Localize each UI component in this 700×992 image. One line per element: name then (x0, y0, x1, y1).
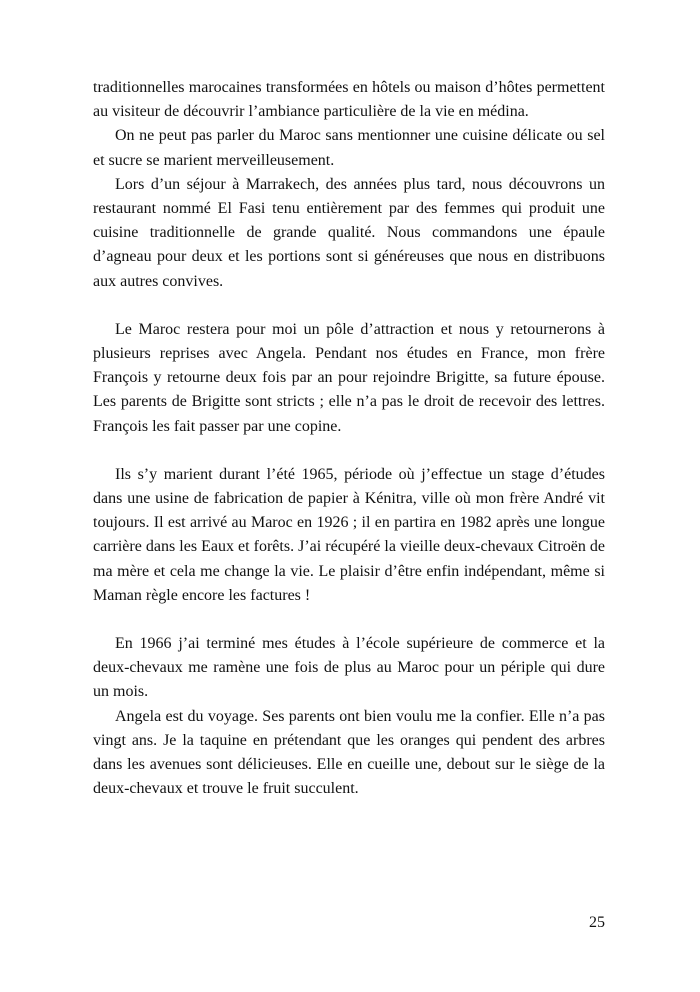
page-body (93, 76, 605, 801)
page-number: 25 (589, 914, 605, 931)
paragraph-2: On ne peut pas parler du Maroc sans mentionner une cuisine délicate ou sel et sucre se marient merveilleusement. (93, 127, 605, 169)
paragraph-5: Ils s’y marient durant l’été 1965, période où j’effectue un stage d’études dans une usine de fabrication de papier à Kénitra, ville où mon frère André vit toujours. Il est arrivé au Maroc en 1926 ; il en partira en 1982 après une longue carrière dans les Eaux et forêts. J’ai récupéré la vieille deux-chevaux Citroën de ma mère et cela me change la vie. Le plaisir d’être enfin indépendant, même si Maman règle encore les factures ! (93, 465, 605, 604)
paragraph-7: Angela est du voyage. Ses parents ont bien voulu me la confier. Elle n’a pas vingt ans. Je la taquine en prétendant que les oranges qui pendent des arbres dans les avenues sont délicieuses. Elle en cueille une, debout sur le siège de la deux-chevaux et trouve le fruit succulent. (93, 707, 605, 798)
paragraph-1: traditionnelles marocaines transformées en hôtels ou maison d’hôtes permettent au visiteur de découvrir l’ambiance particulière de la vie en médina. (93, 79, 605, 121)
paragraph-4: Le Maroc restera pour moi un pôle d’attraction et nous y retournerons à plusieurs reprises avec Angela. Pendant nos études en France, mon frère François y retourne deux fois par an pour rejoindre Brigitte, sa future épouse. Les parents de Brigitte sont stricts ; elle n’a pas le droit de recevoir des lettres. François les fait passer par une copine. (93, 320, 605, 435)
paragraph-3: Lors d’un séjour à Marrakech, des années plus tard, nous découvrons un restaurant nommé El Fasi tenu entièrement par des femmes qui produit une cuisine traditionnelle de grande qualité. Nous commandons une épaule d’agneau pour deux et les portions sont si généreuses que nous en distribuons aux autres convives. (93, 175, 605, 290)
paragraph-6: En 1966 j’ai terminé mes études à l’école supérieure de commerce et la deux-chevaux me ramène une fois de plus au Maroc pour un périple qui dure un mois. (93, 635, 605, 701)
